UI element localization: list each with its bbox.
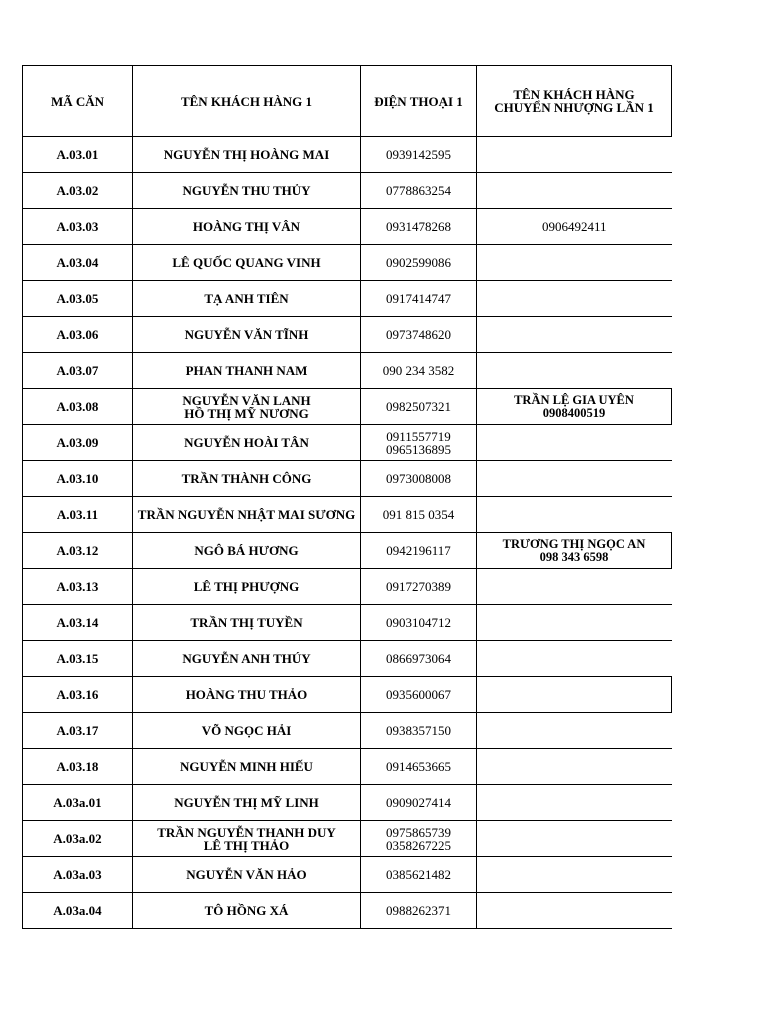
cell-transfer-customer[interactable]: [477, 857, 672, 893]
header-code[interactable]: MÃ CĂN: [23, 66, 133, 137]
cell-unit-code[interactable]: A.03.07: [23, 353, 133, 389]
cell-unit-code[interactable]: A.03.05: [23, 281, 133, 317]
cell-phone-line: 0975865739: [386, 824, 451, 840]
cell-customer-name-line: NGUYỄN THỊ HOÀNG MAI: [163, 147, 330, 162]
cell-customer-name[interactable]: [133, 713, 361, 749]
header-transfer-line1: TÊN KHÁCH HÀNG: [513, 87, 635, 102]
table-row: [23, 281, 672, 317]
cell-customer-name-line: HOÀNG THU THẢO: [185, 687, 308, 702]
cell-unit-code[interactable]: A.03.13: [23, 569, 133, 605]
table-row: [23, 713, 672, 749]
cell-unit-code[interactable]: A.03.09: [23, 425, 133, 461]
table-row: [23, 389, 672, 425]
cell-customer-name[interactable]: [133, 749, 361, 785]
cell-customer-name-line: VÕ NGỌC HẢI: [201, 723, 292, 738]
header-phone[interactable]: ĐIỆN THOẠI 1: [361, 66, 477, 137]
cell-phone-line: 0914653665: [386, 759, 451, 774]
header-transfer-customer[interactable]: [477, 66, 672, 137]
cell-unit-code[interactable]: A.03.11: [23, 497, 133, 533]
cell-unit-code[interactable]: A.03.04: [23, 245, 133, 281]
cell-customer-name[interactable]: [133, 533, 361, 569]
table-row: [23, 425, 672, 461]
cell-phone-line: 0973748620: [386, 327, 451, 342]
cell-phone-line: 0973008008: [386, 471, 451, 486]
cell-transfer-customer[interactable]: [477, 389, 672, 425]
cell-phone[interactable]: [361, 353, 477, 389]
cell-customer-name-line: TRẦN NGUYỄN NHẬT MAI SƯƠNG: [137, 507, 356, 522]
cell-unit-code[interactable]: A.03a.04: [23, 893, 133, 929]
cell-transfer-customer[interactable]: [477, 641, 672, 677]
table-row: [23, 353, 672, 389]
cell-phone[interactable]: [361, 749, 477, 785]
header-transfer-line2: CHUYỂN NHƯỢNG LẦN 1: [494, 100, 654, 115]
cell-unit-code[interactable]: A.03.01: [23, 137, 133, 173]
cell-customer-name[interactable]: [133, 209, 361, 245]
cell-transfer-customer[interactable]: [477, 461, 672, 497]
cell-phone[interactable]: [361, 605, 477, 641]
cell-phone[interactable]: [361, 281, 477, 317]
cell-unit-code[interactable]: A.03.14: [23, 605, 133, 641]
table-row: [23, 605, 672, 641]
cell-transfer-customer[interactable]: [477, 425, 672, 461]
cell-customer-name-line: NGUYỄN THỊ MỸ LINH: [174, 795, 319, 810]
cell-unit-code[interactable]: A.03.02: [23, 173, 133, 209]
cell-customer-name[interactable]: [133, 821, 361, 857]
table-row: [23, 569, 672, 605]
cell-unit-code[interactable]: A.03.12: [23, 533, 133, 569]
cell-customer-name-line: TÔ HỒNG XÁ: [204, 903, 289, 918]
cell-customer-name-line: NGUYỄN HOÀI TÂN: [184, 435, 309, 450]
cell-phone-line: 0903104712: [386, 615, 451, 630]
table-row: [23, 677, 672, 713]
cell-phone-line: 0931478268: [386, 219, 451, 234]
cell-customer-name[interactable]: [133, 425, 361, 461]
cell-phone[interactable]: [361, 677, 477, 713]
cell-customer-name-line: LÊ QUỐC QUANG VINH: [172, 255, 321, 270]
cell-customer-name-line: NGUYỄN ANH THÚY: [182, 651, 311, 666]
cell-phone[interactable]: [361, 641, 477, 677]
cell-customer-name[interactable]: [133, 605, 361, 641]
cell-transfer-customer[interactable]: [477, 569, 672, 605]
cell-phone-line: 0942196117: [386, 543, 451, 558]
cell-phone[interactable]: [361, 425, 477, 461]
cell-customer-name[interactable]: [133, 137, 361, 173]
cell-unit-code[interactable]: A.03.03: [23, 209, 133, 245]
cell-phone[interactable]: [361, 245, 477, 281]
cell-transfer-customer-line: TRẦN LỆ GIA UYÊN: [514, 392, 634, 407]
cell-phone[interactable]: [361, 461, 477, 497]
cell-phone-line: 0988262371: [386, 903, 451, 918]
cell-customer-name-line: HỒ THỊ MỸ NƯƠNG: [184, 405, 309, 421]
cell-phone-line: 0358267225: [386, 837, 451, 853]
cell-phone[interactable]: [361, 569, 477, 605]
cell-transfer-customer[interactable]: [477, 713, 672, 749]
cell-phone[interactable]: [361, 785, 477, 821]
cell-phone[interactable]: [361, 893, 477, 929]
cell-phone-line: 0911557719: [386, 428, 451, 444]
cell-transfer-customer[interactable]: [477, 821, 672, 857]
cell-customer-name-line: PHAN THANH NAM: [185, 363, 308, 378]
table-row: [23, 209, 672, 245]
cell-transfer-customer[interactable]: [477, 605, 672, 641]
header-customer-name[interactable]: TÊN KHÁCH HÀNG 1: [133, 66, 361, 137]
cell-phone[interactable]: [361, 389, 477, 425]
cell-phone[interactable]: [361, 173, 477, 209]
cell-phone[interactable]: [361, 209, 477, 245]
cell-transfer-customer[interactable]: [477, 353, 672, 389]
cell-phone-line: 0917270389: [386, 579, 451, 594]
cell-customer-name-line: NGUYỄN VĂN HẢO: [186, 867, 307, 882]
cell-customer-name[interactable]: [133, 569, 361, 605]
cell-phone-line: 0902599086: [386, 255, 451, 270]
cell-customer-name-line: TẠ ANH TIÊN: [204, 291, 289, 306]
cell-customer-name[interactable]: [133, 353, 361, 389]
cell-customer-name[interactable]: [133, 389, 361, 425]
table-row: [23, 317, 672, 353]
cell-transfer-customer[interactable]: [477, 209, 672, 245]
cell-customer-name[interactable]: [133, 677, 361, 713]
cell-phone-line: 0939142595: [386, 147, 451, 162]
cell-transfer-customer[interactable]: [477, 281, 672, 317]
cell-customer-name[interactable]: [133, 461, 361, 497]
cell-phone-line: 0982507321: [386, 399, 451, 414]
customer-table: [22, 65, 672, 929]
cell-transfer-customer[interactable]: [477, 245, 672, 281]
cell-customer-name-line: NGÔ BÁ HƯƠNG: [194, 543, 299, 558]
cell-customer-name[interactable]: [133, 857, 361, 893]
cell-customer-name-line: NGUYỄN MINH HIẾU: [180, 759, 313, 774]
cell-unit-code[interactable]: A.03.16: [23, 677, 133, 713]
cell-phone-line: 091 815 0354: [382, 507, 455, 522]
cell-customer-name[interactable]: [133, 641, 361, 677]
table-row: [23, 749, 672, 785]
cell-phone-line: 0965136895: [386, 441, 451, 457]
cell-customer-name[interactable]: [133, 281, 361, 317]
cell-customer-name[interactable]: [133, 245, 361, 281]
cell-phone[interactable]: [361, 533, 477, 569]
cell-unit-code[interactable]: A.03a.02: [23, 821, 133, 857]
cell-customer-name-line: NGUYỄN VĂN TĨNH: [184, 327, 309, 342]
cell-customer-name-line: TRẦN THỊ TUYỀN: [190, 615, 303, 630]
cell-customer-name[interactable]: [133, 893, 361, 929]
cell-unit-code[interactable]: A.03.17: [23, 713, 133, 749]
cell-transfer-customer-line: 0908400519: [542, 405, 606, 420]
table-row: [23, 461, 672, 497]
cell-unit-code[interactable]: A.03a.01: [23, 785, 133, 821]
cell-phone-line: 0935600067: [386, 687, 451, 702]
cell-phone-line: 0385621482: [386, 867, 451, 882]
cell-transfer-customer[interactable]: [477, 749, 672, 785]
cell-phone[interactable]: [361, 713, 477, 749]
table-row: [23, 497, 672, 533]
cell-customer-name-line: HOÀNG THỊ VÂN: [192, 219, 301, 234]
cell-transfer-customer[interactable]: [477, 677, 672, 713]
table-row: [23, 857, 672, 893]
cell-unit-code[interactable]: A.03.10: [23, 461, 133, 497]
cell-customer-name-line: TRẦN NGUYỄN THANH DUY: [157, 824, 336, 840]
cell-customer-name-line: LÊ THỊ PHƯỢNG: [193, 579, 300, 594]
cell-phone-line: 0778863254: [386, 183, 451, 198]
table-row: [23, 533, 672, 569]
cell-customer-name[interactable]: [133, 317, 361, 353]
cell-customer-name[interactable]: [133, 785, 361, 821]
table-row: [23, 785, 672, 821]
cell-phone[interactable]: [361, 497, 477, 533]
cell-transfer-customer[interactable]: [477, 497, 672, 533]
cell-phone[interactable]: [361, 137, 477, 173]
spreadsheet-page: [22, 65, 671, 929]
cell-phone[interactable]: [361, 821, 477, 857]
table-row: [23, 173, 672, 209]
cell-unit-code[interactable]: A.03.08: [23, 389, 133, 425]
table-row: [23, 821, 672, 857]
cell-unit-code[interactable]: A.03.18: [23, 749, 133, 785]
cell-phone-line: 0917414747: [386, 291, 451, 306]
cell-customer-name-line: TRẦN THÀNH CÔNG: [181, 471, 312, 486]
header-row: [23, 66, 672, 137]
table-row: [23, 245, 672, 281]
cell-customer-name[interactable]: [133, 173, 361, 209]
cell-customer-name-line: NGUYỄN VĂN LANH: [182, 392, 311, 408]
cell-phone[interactable]: [361, 857, 477, 893]
table-body: [23, 137, 672, 929]
cell-phone[interactable]: [361, 317, 477, 353]
cell-unit-code[interactable]: A.03.15: [23, 641, 133, 677]
cell-unit-code[interactable]: A.03.06: [23, 317, 133, 353]
cell-transfer-customer[interactable]: [477, 317, 672, 353]
cell-transfer-customer[interactable]: [477, 173, 672, 209]
cell-phone-line: 0909027414: [386, 795, 451, 810]
cell-transfer-customer[interactable]: [477, 785, 672, 821]
cell-customer-name-line: NGUYỄN THU THỦY: [182, 183, 311, 198]
cell-phone-line: 090 234 3582: [382, 363, 455, 378]
cell-transfer-customer[interactable]: [477, 893, 672, 929]
table-row: [23, 893, 672, 929]
cell-transfer-customer[interactable]: [477, 137, 672, 173]
cell-customer-name[interactable]: [133, 497, 361, 533]
cell-unit-code[interactable]: A.03a.03: [23, 857, 133, 893]
cell-transfer-customer[interactable]: [477, 533, 672, 569]
cell-customer-name-line: LÊ THỊ THẢO: [203, 837, 290, 853]
table-row: [23, 137, 672, 173]
cell-transfer-customer-line: 098 343 6598: [539, 549, 609, 564]
cell-transfer-customer-line: TRƯƠNG THỊ NGỌC AN: [502, 536, 646, 551]
table-row: [23, 641, 672, 677]
cell-phone-line: 0866973064: [386, 651, 451, 666]
cell-phone-line: 0938357150: [386, 723, 451, 738]
cell-transfer-customer-line: 0906492411: [541, 219, 607, 234]
